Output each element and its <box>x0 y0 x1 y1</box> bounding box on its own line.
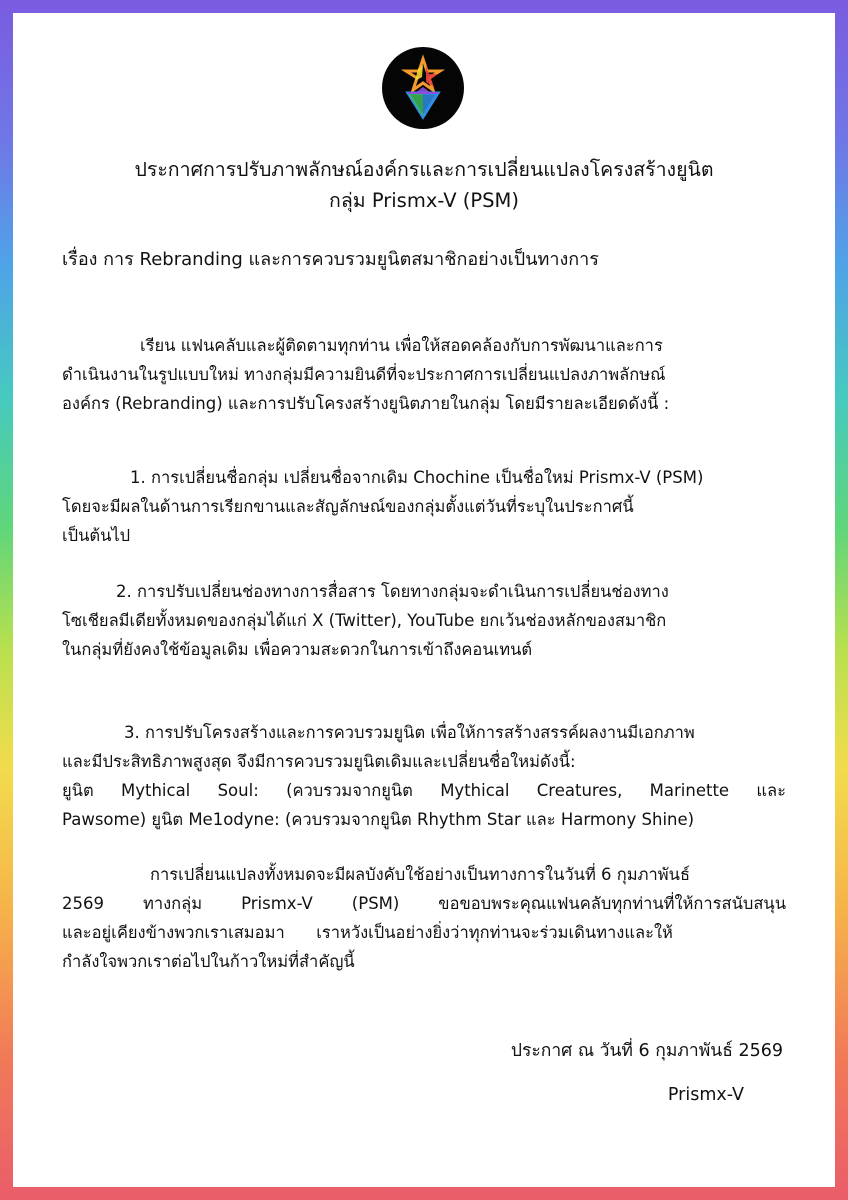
item-2-line: โซเชียลมีเดียทั้งหมดของกลุ่มได้แก่ X (Twitter), YouTube ยกเว้นช่องหลักของสมาชิก <box>62 611 667 630</box>
item-3-line: Pawsome) ยูนิต Me1odyne: (ควบรวมจากยูนิต Rhythm Star และ Harmony Shine) <box>62 810 695 829</box>
announcement-sheet <box>13 13 835 1187</box>
item-3-paragraph <box>62 718 786 834</box>
closing-line: 2569 ทางกลุ่ม Prismx-V (PSM) ขอขอบพระคุณแฟนคลับทุกท่านที่ให้การสนับสนุน <box>62 894 786 913</box>
item-2-paragraph <box>62 577 786 664</box>
title-line-1: ประกาศการปรับภาพลักษณ์องค์กรและการเปลี่ยนแปลงโครงสร้างยูนิต <box>134 158 714 181</box>
intro-paragraph <box>62 331 786 418</box>
intro-line: ดำเนินงานในรูปแบบใหม่ ทางกลุ่มมีความยินดีที่จะประกาศการเปลี่ยนแปลงภาพลักษณ์ <box>62 365 666 384</box>
prism-star-logo-icon <box>382 47 464 129</box>
closing-line: และอยู่เคียงข้างพวกเราเสมอมา เราหวังเป็นอย่างยิ่งว่าทุกท่านจะร่วมเดินทางและให้ <box>62 923 673 942</box>
item-3-line: 3. การปรับโครงสร้างและการควบรวมยูนิต เพื่อให้การสร้างสรรค์ผลงานมีเอกภาพ <box>124 723 695 742</box>
subject-line: เรื่อง การ Rebranding และการควบรวมยูนิตสมาชิกอย่างเป็นทางการ <box>62 249 599 270</box>
intro-line: องค์กร (Rebranding) และการปรับโครงสร้างยูนิตภายในกลุ่ม โดยมีรายละเอียดดังนี้ : <box>62 394 670 413</box>
item-1-line: โดยจะมีผลในด้านการเรียกขานและสัญลักษณ์ของกลุ่มตั้งแต่วันที่ระบุในประกาศนี้ <box>62 497 634 516</box>
item-1-line: เป็นต้นไป <box>62 526 131 545</box>
intro-line: เรียน แฟนคลับและผู้ติดตามทุกท่าน เพื่อให้สอดคล้องกับการพัฒนาและการ <box>140 336 663 355</box>
title-line-2: กลุ่ม Prismx-V (PSM) <box>329 189 519 212</box>
item-1-paragraph <box>62 463 786 550</box>
item-3-line: ยูนิต Mythical Soul: (ควบรวมจากยูนิต Mythical Creatures, Marinette และ <box>62 781 786 800</box>
item-3-line: และมีประสิทธิภาพสูงสุด จึงมีการควบรวมยูนิตเดิมและเปลี่ยนชื่อใหม่ดังนี้: <box>62 752 576 771</box>
closing-line: กำลังใจพวกเราต่อไปในก้าวใหม่ที่สำคัญนี้ <box>62 952 355 971</box>
closing-line: การเปลี่ยนแปลงทั้งหมดจะมีผลบังคับใช้อย่างเป็นทางการในวันที่ 6 กุมภาพันธ์ <box>150 865 691 884</box>
prism-star-logo-graphic <box>382 47 464 129</box>
closing-paragraph <box>62 860 786 976</box>
item-2-line: 2. การปรับเปลี่ยนช่องทางการสื่อสาร โดยทางกลุ่มจะดำเนินการเปลี่ยนช่องทาง <box>116 582 669 601</box>
item-1-line: 1. การเปลี่ยนชื่อกลุ่ม เปลี่ยนชื่อจากเดิม Chochine เป็นชื่อใหม่ Prismx-V (PSM) <box>130 468 704 487</box>
signature-date: ประกาศ ณ วันที่ 6 กุมภาพันธ์ 2569 <box>510 1041 783 1061</box>
item-2-line: ในกลุ่มที่ยังคงใช้ข้อมูลเดิม เพื่อความสะดวกในการเข้าถึงคอนเทนต์ <box>62 640 533 659</box>
signature-organization: Prismx-V <box>667 1085 744 1105</box>
